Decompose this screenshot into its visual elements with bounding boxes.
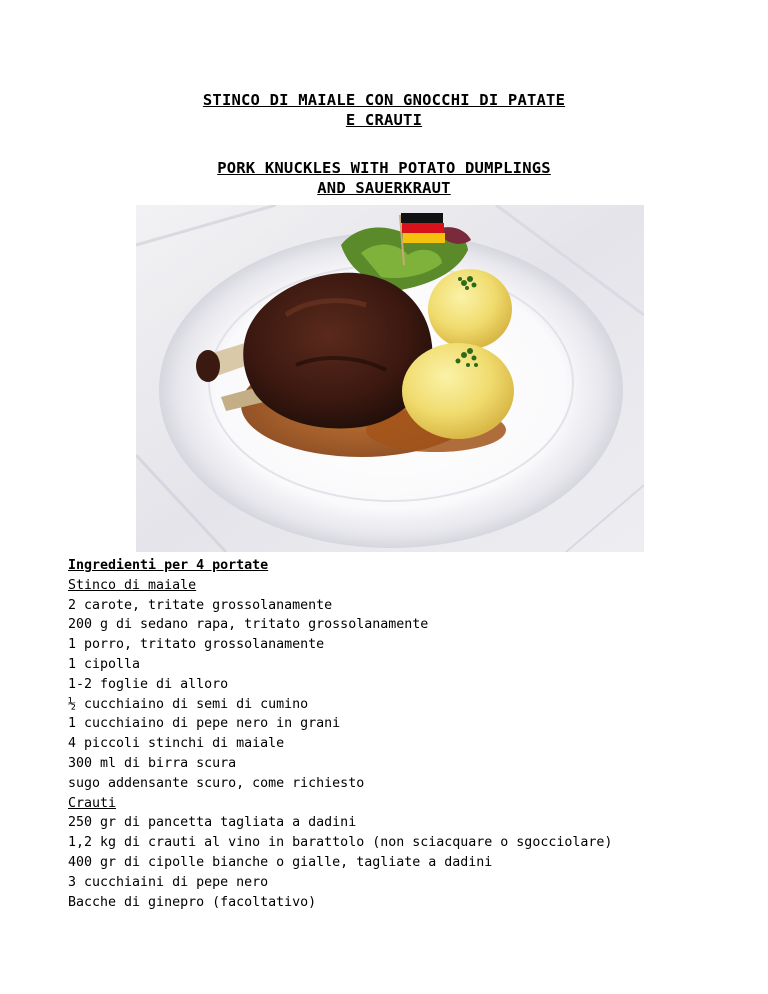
list-item: 200 g di sedano rapa, tritato grossolanamente [68, 617, 429, 633]
list-item: Bacche di ginepro (facoltativo) [68, 894, 317, 910]
list-item: 1 cucchiaino di pepe nero in grani [68, 716, 341, 732]
list-item: 250 gr di pancetta tagliata a dadini [68, 815, 357, 831]
section-title-stinco: Stinco di maiale [68, 577, 197, 593]
title-it-line-1: STINCO DI MAIALE CON GNOCCHI DI PATATE [202, 91, 566, 109]
list-item: sugo addensante scuro, come richiesto [68, 775, 365, 791]
list-item: ½ cucchiaino di semi di cumino [68, 696, 309, 712]
list-item: 1 porro, tritato grossolanamente [68, 637, 325, 653]
flag-stripe-black [401, 213, 443, 223]
title-en-line-2: AND SAUERKRAUT [317, 179, 451, 197]
list-item: 1,2 kg di crauti al vino in barattolo (non sciacquare o sgocciolare) [68, 835, 613, 851]
title-it-line-2: E CRAUTI [345, 111, 423, 129]
section-title-crauti: Crauti [68, 795, 117, 811]
list-item: 400 gr di cipolle bianche o gialle, tagliate a dadini [68, 854, 493, 870]
list-item: 3 cucchiaini di pepe nero [68, 874, 269, 890]
ingredients-heading: Ingredienti per 4 portate [68, 558, 269, 573]
list-item: 1-2 foglie di alloro [68, 676, 229, 692]
list-item: 4 piccoli stinchi di maiale [68, 736, 285, 752]
title-en-line-1: PORK KNUCKLES WITH POTATO DUMPLINGS [217, 159, 551, 177]
list-item: 300 ml di birra scura [68, 755, 237, 771]
flag-stripe-gold [403, 233, 445, 243]
dish-photo [136, 205, 644, 552]
flag-stripe-red [402, 223, 444, 233]
list-item: 1 cipolla [68, 656, 141, 672]
ingredients-list [68, 556, 748, 912]
list-item: 2 carote, tritate grossolanamente [68, 597, 333, 613]
